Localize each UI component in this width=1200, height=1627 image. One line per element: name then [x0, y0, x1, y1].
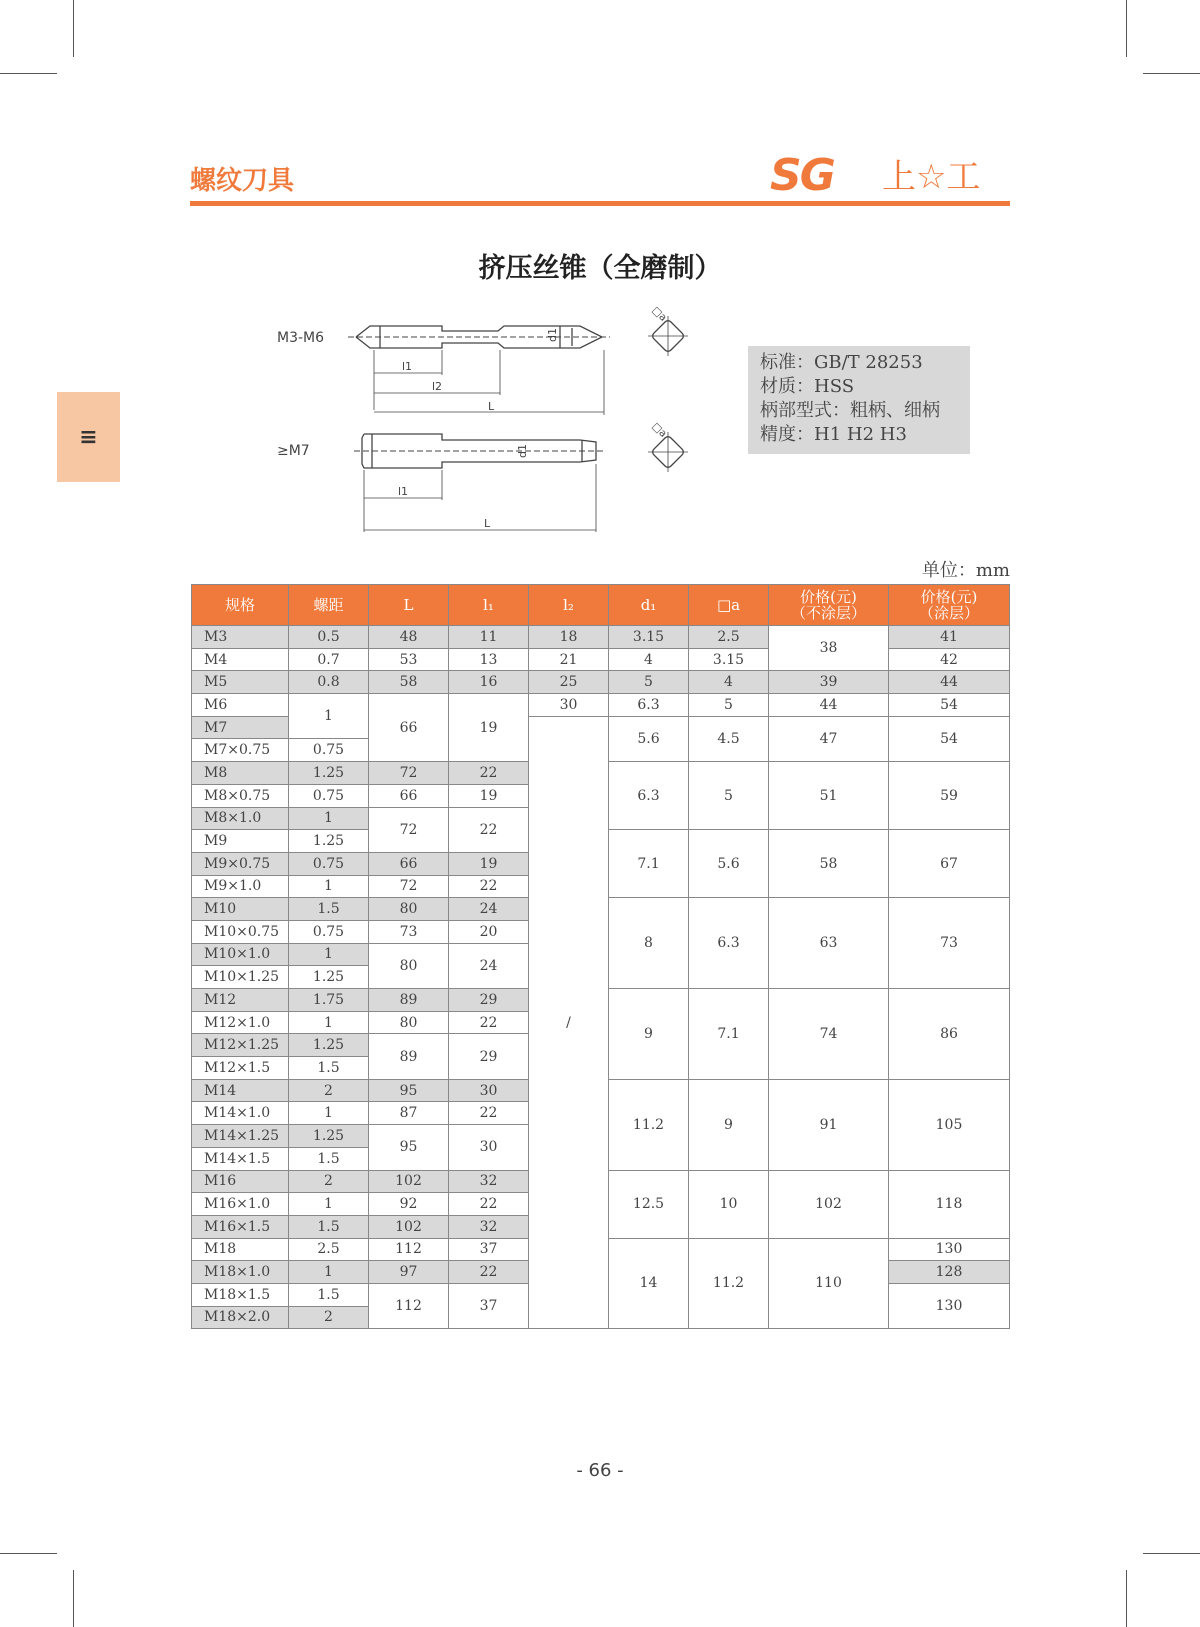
cell: 72 [369, 807, 449, 852]
cell: 24 [449, 898, 529, 921]
cell: M6 [192, 694, 289, 717]
col-header: □a [689, 585, 769, 626]
cell: 9 [689, 1079, 769, 1170]
cell: 3.15 [609, 626, 689, 649]
cell: 0.75 [289, 852, 369, 875]
cell: 4.5 [689, 716, 769, 761]
cell: 22 [449, 807, 529, 852]
spec-table [191, 584, 1010, 1329]
cell: 74 [769, 989, 889, 1080]
cell: 30 [449, 1125, 529, 1170]
cell: 4 [609, 648, 689, 671]
crop-mark [1126, 0, 1127, 57]
cell: 7.1 [609, 830, 689, 898]
cell: M12×1.5 [192, 1057, 289, 1080]
cell: 6.3 [609, 694, 689, 717]
cell: 1 [289, 694, 369, 739]
cell: 0.5 [289, 626, 369, 649]
cell: 0.7 [289, 648, 369, 671]
cell: 72 [369, 875, 449, 898]
cell: 0.75 [289, 784, 369, 807]
cell: 30 [449, 1079, 529, 1102]
cell: 63 [769, 898, 889, 989]
cell: M18×2.0 [192, 1306, 289, 1329]
cell: M7×0.75 [192, 739, 289, 762]
cell: M10×1.25 [192, 966, 289, 989]
cell: 11.2 [609, 1079, 689, 1170]
cell: 0.75 [289, 920, 369, 943]
spec-box [748, 346, 970, 454]
cell: M10 [192, 898, 289, 921]
cell: 5 [689, 694, 769, 717]
cell: 2 [289, 1306, 369, 1329]
cell: 1.5 [289, 898, 369, 921]
cell: 3.15 [689, 648, 769, 671]
cell: M12 [192, 989, 289, 1012]
cell: 12.5 [609, 1170, 689, 1238]
cell: 37 [449, 1238, 529, 1261]
cell: 32 [449, 1170, 529, 1193]
cell: 1.5 [289, 1215, 369, 1238]
cell: 110 [769, 1238, 889, 1329]
cell: 22 [449, 875, 529, 898]
cell: 87 [369, 1102, 449, 1125]
dim-a: □a [649, 304, 669, 324]
col-header: 价格(元) （涂层） [889, 585, 1010, 626]
cell: 112 [369, 1283, 449, 1328]
cell: 2 [289, 1079, 369, 1102]
cell: 86 [889, 989, 1010, 1080]
cell: M9×1.0 [192, 875, 289, 898]
col-header: 价格(元) （不涂层） [769, 585, 889, 626]
crop-mark [73, 1570, 74, 1627]
cell: 25 [529, 671, 609, 694]
cell: M14×1.5 [192, 1147, 289, 1170]
cell: 19 [449, 784, 529, 807]
cell: 1 [289, 1102, 369, 1125]
cell: 22 [449, 1193, 529, 1216]
cell: 1.5 [289, 1057, 369, 1080]
cell: 8 [609, 898, 689, 989]
cell: 1.25 [289, 966, 369, 989]
cell: 1.75 [289, 989, 369, 1012]
cell: 91 [769, 1079, 889, 1170]
cell: M8×1.0 [192, 807, 289, 830]
header-rule [190, 201, 1010, 206]
cell: 95 [369, 1079, 449, 1102]
page-title: 挤压丝锥（全磨制） [478, 253, 722, 284]
cell: 102 [369, 1170, 449, 1193]
cell: 10 [689, 1170, 769, 1238]
svg-text:l1: l1 [398, 485, 409, 498]
cell: 5.6 [689, 830, 769, 898]
svg-text:SG: SG [770, 150, 834, 196]
table-row [192, 626, 1010, 649]
col-header: 螺距 [289, 585, 369, 626]
table-row [192, 671, 1010, 694]
cell: M3 [192, 626, 289, 649]
cell: 72 [369, 762, 449, 785]
cell: 0.8 [289, 671, 369, 694]
cell: 80 [369, 898, 449, 921]
cell: 1.25 [289, 762, 369, 785]
cell: 1.5 [289, 1283, 369, 1306]
cell: M10×0.75 [192, 920, 289, 943]
cell: M12×1.0 [192, 1011, 289, 1034]
cell: 54 [889, 716, 1010, 761]
cell: 5.6 [609, 716, 689, 761]
cell: 20 [449, 920, 529, 943]
crop-mark [0, 73, 57, 74]
cell: 13 [449, 648, 529, 671]
cell: M12×1.25 [192, 1034, 289, 1057]
cell: 19 [449, 694, 529, 762]
cell: M10×1.0 [192, 943, 289, 966]
cell: 6.3 [689, 898, 769, 989]
cell: M18×1.5 [192, 1283, 289, 1306]
cell: 59 [889, 762, 1010, 830]
cell: 58 [769, 830, 889, 898]
page-number: - 66 - [576, 1460, 624, 1481]
cell: 73 [889, 898, 1010, 989]
cell: M8×0.75 [192, 784, 289, 807]
cell: 102 [369, 1215, 449, 1238]
cell: 66 [369, 852, 449, 875]
cell: M4 [192, 648, 289, 671]
cell: 22 [449, 1261, 529, 1284]
cell: 44 [769, 694, 889, 717]
cell: 0.75 [289, 739, 369, 762]
spec-shank: 柄部型式：粗柄、细柄 [760, 400, 940, 421]
cell: 19 [449, 852, 529, 875]
cell: 130 [889, 1238, 1010, 1261]
side-tab[interactable] [57, 392, 120, 482]
cell: 73 [369, 920, 449, 943]
cell: 22 [449, 1011, 529, 1034]
cell: 1 [289, 875, 369, 898]
cell: 105 [889, 1079, 1010, 1170]
cell: M9×0.75 [192, 852, 289, 875]
cell: 58 [369, 671, 449, 694]
cell: 21 [529, 648, 609, 671]
col-header: l₂ [529, 585, 609, 626]
cell: 80 [369, 1011, 449, 1034]
svg-text:L: L [484, 517, 491, 530]
cell: 1.25 [289, 1125, 369, 1148]
cell: M18×1.0 [192, 1261, 289, 1284]
cell: 5 [689, 762, 769, 830]
crop-mark [1126, 1570, 1127, 1627]
brand-logo [770, 150, 1010, 196]
cell: 14 [609, 1238, 689, 1329]
cell: 9 [609, 989, 689, 1080]
cell: 2.5 [689, 626, 769, 649]
spec-precision: 精度：H1 H2 H3 [760, 424, 907, 445]
cell: 37 [449, 1283, 529, 1328]
cell: 32 [449, 1215, 529, 1238]
spec-standard: 标准：GB/T 28253 [760, 352, 923, 373]
cell: 1 [289, 1011, 369, 1034]
col-header: L [369, 585, 449, 626]
cell: 11 [449, 626, 529, 649]
cell: 42 [889, 648, 1010, 671]
cell: 5 [609, 671, 689, 694]
section-title: 螺纹刀具 [190, 166, 295, 196]
cell: 66 [369, 694, 449, 762]
cell: M8 [192, 762, 289, 785]
cell: 92 [369, 1193, 449, 1216]
cell: 6.3 [609, 762, 689, 830]
dim-l2: l2 [432, 380, 443, 393]
top-tap-label: M3-M6 [277, 330, 325, 346]
dim-L: L [488, 400, 495, 413]
cell: 29 [449, 989, 529, 1012]
cell: 4 [689, 671, 769, 694]
table-row [192, 694, 1010, 717]
cell: 22 [449, 1102, 529, 1125]
dim-d1: d1 [546, 328, 559, 342]
cell: M5 [192, 671, 289, 694]
menu-lines-icon: ≡ [79, 424, 98, 450]
col-header: 规格 [192, 585, 289, 626]
svg-text:d1: d1 [516, 444, 529, 458]
cell: 1.25 [289, 1034, 369, 1057]
cell: M16×1.5 [192, 1215, 289, 1238]
cell: M14×1.0 [192, 1102, 289, 1125]
tap-drawing [260, 300, 740, 540]
cell: 1 [289, 807, 369, 830]
bottom-tap-outline [362, 434, 596, 468]
cell: 30 [529, 694, 609, 717]
unit-label: 单位：mm [921, 560, 1010, 581]
cell: 95 [369, 1125, 449, 1170]
cell: 22 [449, 762, 529, 785]
spec-material: 材质：HSS [760, 376, 855, 397]
bottom-tap-label: ≥M7 [277, 443, 310, 459]
cell: 41 [889, 626, 1010, 649]
table-header-row [192, 585, 1010, 626]
svg-text:□a: □a [649, 420, 669, 440]
cell: 80 [369, 943, 449, 988]
cell: 128 [889, 1261, 1010, 1284]
crop-mark [0, 1553, 57, 1554]
cell: 102 [769, 1170, 889, 1238]
cell: 11.2 [689, 1238, 769, 1329]
cell: 24 [449, 943, 529, 988]
cell: 1.5 [289, 1147, 369, 1170]
crop-mark [1143, 1553, 1200, 1554]
cell: 18 [529, 626, 609, 649]
cell: M9 [192, 830, 289, 853]
cell: 53 [369, 648, 449, 671]
cell: 1.25 [289, 830, 369, 853]
cell: 47 [769, 716, 889, 761]
cell: 66 [369, 784, 449, 807]
cell: M7 [192, 716, 289, 739]
cell: 130 [889, 1283, 1010, 1328]
col-header: l₁ [449, 585, 529, 626]
crop-mark [73, 0, 74, 57]
cell: M18 [192, 1238, 289, 1261]
cell: 2 [289, 1170, 369, 1193]
cell: M14×1.25 [192, 1125, 289, 1148]
cell: 67 [889, 830, 1010, 898]
cell: M16 [192, 1170, 289, 1193]
cell: 39 [769, 671, 889, 694]
cell: M16×1.0 [192, 1193, 289, 1216]
cell: 51 [769, 762, 889, 830]
cell: 44 [889, 671, 1010, 694]
svg-text:上☆工: 上☆工 [882, 157, 981, 196]
col-header: d₁ [609, 585, 689, 626]
cell: 1 [289, 1193, 369, 1216]
cell: / [529, 716, 609, 1329]
cell: 1 [289, 943, 369, 966]
cell: 16 [449, 671, 529, 694]
cell: 1 [289, 1261, 369, 1284]
crop-mark [1143, 73, 1200, 74]
cell: 118 [889, 1170, 1010, 1238]
cell: 7.1 [689, 989, 769, 1080]
cell: 54 [889, 694, 1010, 717]
dim-l1: l1 [402, 360, 413, 373]
cell: M14 [192, 1079, 289, 1102]
cell: 2.5 [289, 1238, 369, 1261]
cell: 112 [369, 1238, 449, 1261]
cell: 97 [369, 1261, 449, 1284]
cell: 89 [369, 1034, 449, 1079]
cell: 89 [369, 989, 449, 1012]
cell: 48 [369, 626, 449, 649]
cell: 38 [769, 626, 889, 671]
cell: 29 [449, 1034, 529, 1079]
